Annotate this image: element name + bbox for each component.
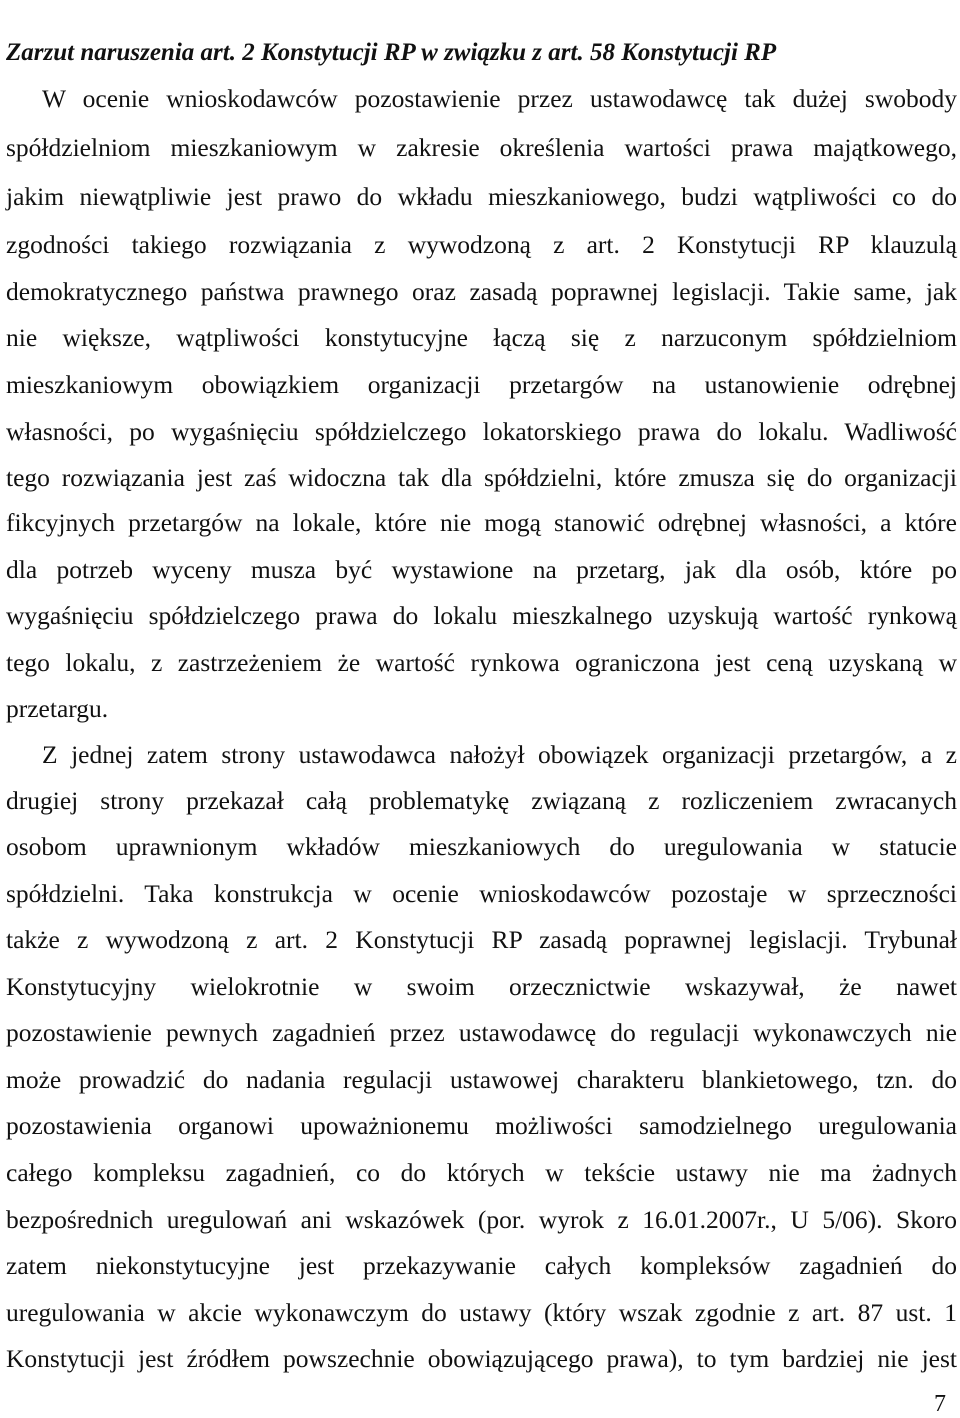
paragraph-1-line-1: W ocenie wnioskodawców pozostawienie przez ustawodawcę tak dużej swobody <box>42 84 957 113</box>
paragraph-2-line-5: także z wywodzoną z art. 2 Konstytucji RP zasadą poprawnej legislacji. Trybunał <box>6 925 957 954</box>
paragraph-2-line-11: bezpośrednich uregulowań ani wskazówek (por. wyrok z 16.01.2007r., U 5/06). Skoro <box>6 1205 957 1234</box>
paragraph-2-line-10: całego kompleksu zagadnień, co do których w tekście ustawy nie ma żadnych <box>6 1158 957 1187</box>
section-heading: Zarzut naruszenia art. 2 Konstytucji RP w związku z art. 58 Konstytucji RP <box>6 39 777 66</box>
paragraph-2-line-2: drugiej strony przekazał całą problematykę związaną z rozliczeniem zwracanych <box>6 786 957 815</box>
paragraph-1-line-9: tego rozwiązania jest zaś widoczna tak dla spółdzielni, które zmusza się do organizacji <box>6 463 957 492</box>
paragraph-1-line-5: demokratycznego państwa prawnego oraz zasadą poprawnej legislacji. Takie same, jak <box>6 277 957 306</box>
paragraph-2-line-12: zatem niekonstytucyjne jest przekazywanie całych kompleksów zagadnień do <box>6 1251 957 1280</box>
paragraph-1-line-6: nie większe, wątpliwości konstytucyjne łączą się z narzuconym spółdzielniom <box>6 323 957 352</box>
paragraph-1-line-11: dla potrzeb wyceny musza być wystawione na przetarg, jak dla osób, które po <box>6 555 957 584</box>
paragraph-2-line-9: pozostawienia organowi upoważnionemu możliwości samodzielnego uregulowania <box>6 1111 957 1140</box>
paragraph-2-line-1: Z jednej zatem strony ustawodawca nałożył obowiązek organizacji przetargów, a z <box>42 740 957 769</box>
paragraph-2-line-8: może prowadzić do nadania regulacji ustawowej charakteru blankietowego, tzn. do <box>6 1065 957 1094</box>
paragraph-1-line-7: mieszkaniowym obowiązkiem organizacji przetargów na ustanowienie odrębnej <box>6 370 957 399</box>
paragraph-1-line-10: fikcyjnych przetargów na lokale, które nie mogą stanowić odrębnej własności, a które <box>6 508 957 537</box>
paragraph-2-line-13: uregulowania w akcie wykonawczym do ustawy (który wszak zgodnie z art. 87 ust. 1 <box>6 1298 957 1327</box>
paragraph-1-line-3: jakim niewątpliwie jest prawo do wkładu mieszkaniowego, budzi wątpliwości co do <box>6 182 957 211</box>
page-number: 7 <box>934 1391 946 1417</box>
paragraph-1-line-12: wygaśnięciu spółdzielczego prawa do lokalu mieszkalnego uzyskują wartość rynkową <box>6 601 957 630</box>
paragraph-1-line-4: zgodności takiego rozwiązania z wywodzoną z art. 2 Konstytucji RP klauzulą <box>6 230 957 259</box>
paragraph-1-line-2: spółdzielniom mieszkaniowym w zakresie określenia wartości prawa majątkowego, <box>6 133 957 162</box>
paragraph-2-line-4: spółdzielni. Taka konstrukcja w ocenie wnioskodawców pozostaje w sprzeczności <box>6 879 957 908</box>
paragraph-2-line-7: pozostawienie pewnych zagadnień przez ustawodawcę do regulacji wykonawczych nie <box>6 1018 957 1047</box>
paragraph-2-line-14: Konstytucji jest źródłem powszechnie obowiązującego prawa), to tym bardziej nie jest <box>6 1344 957 1373</box>
paragraph-1-line-13: tego lokalu, z zastrzeżeniem że wartość rynkowa ograniczona jest ceną uzyskaną w <box>6 648 957 677</box>
paragraph-2-line-6: Konstytucyjny wielokrotnie w swoim orzecznictwie wskazywał, że nawet <box>6 972 957 1001</box>
paragraph-2-line-3: osobom uprawnionym wkładów mieszkaniowych do uregulowania w statucie <box>6 832 957 861</box>
paragraph-1-line-14: przetargu. <box>6 694 109 723</box>
paragraph-1-line-8: własności, po wygaśnięciu spółdzielczego lokatorskiego prawa do lokalu. Wadliwość <box>6 417 957 446</box>
